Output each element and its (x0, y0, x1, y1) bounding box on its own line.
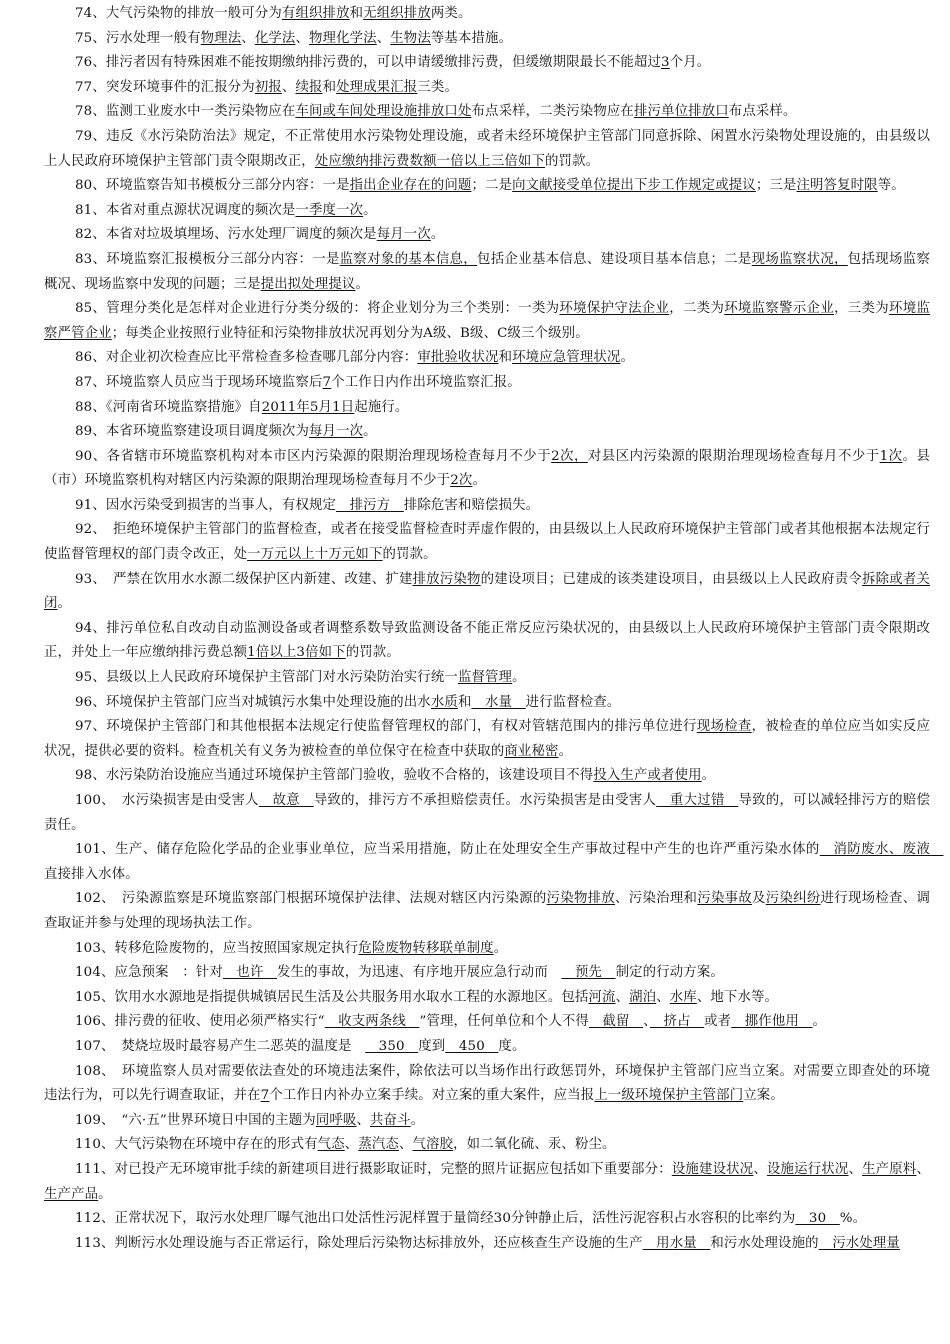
question-text: 109、 “六·五”世界环境日中国的主题为 (75, 1112, 316, 1128)
question-text: 、 (281, 79, 296, 95)
answer-blank: 故意 (258, 793, 314, 808)
answer-blank: 蒸汽态 (358, 1137, 399, 1153)
question-item (44, 420, 930, 445)
question-text: 对县区内污染源的限期治理现场检查每月不少于 (587, 448, 880, 464)
answer-blank: 7 (322, 374, 332, 390)
question-item (44, 691, 930, 716)
question-text: 。 (57, 596, 72, 612)
question-item (44, 1207, 930, 1232)
answer-blank: 1倍以上3倍如下 (247, 645, 346, 661)
question-text: 。 (812, 1014, 827, 1030)
question-text: 79、违反《水污染防治法》规定，不正常使用水污染物处理设施，或者未经环境保护主管部门同意拆除、闲置水污染物处理设施的，由县级以上人民政府环境保护主管部门责令限期改正， (44, 128, 930, 169)
question-text: 布点采样。 (728, 104, 797, 120)
question-text: 的建设项目；已建成的该类建设项目，由县级以上人民政府责令 (480, 571, 862, 587)
question-item (44, 2, 930, 27)
question-item (44, 887, 930, 936)
question-item (44, 100, 930, 125)
answer-blank: 向文献接受单位提出下步工作规定或提议 (512, 178, 756, 194)
question-text: 和 (457, 694, 472, 710)
question-text: 。 (355, 276, 369, 292)
question-text: 、 (753, 1161, 767, 1177)
question-item (44, 937, 930, 962)
answer-blank: 湖泊 (629, 989, 657, 1005)
answer-blank: 生产原料 (862, 1161, 917, 1177)
question-text: 和 (349, 6, 364, 21)
answer-blank: 共奋斗 (370, 1112, 411, 1128)
question-item (44, 76, 930, 101)
question-text: ；三是 (755, 178, 797, 194)
question-text: 81、本省对重点源状况调度的频次是 (75, 202, 296, 218)
question-text: 的罚款。 (545, 153, 600, 169)
question-text: 93、 严禁在饮用水水源二级保护区内新建、改建、扩建 (75, 571, 413, 587)
answer-blank: 同呼吸 (315, 1112, 357, 1128)
answer-blank: 设施建设状况 (671, 1161, 754, 1177)
question-text: 和 (498, 350, 513, 366)
question-item (44, 1060, 930, 1109)
question-text: 包括现场监察概况、现场监察中发现的问题；三是 (44, 251, 930, 292)
question-item (44, 617, 930, 666)
question-text: 的罚款。 (345, 645, 400, 661)
question-text: 106、排污费的征收、使用必须严格实行“ (75, 1014, 325, 1030)
question-text: 、 (356, 1112, 370, 1128)
question-text: %。 (839, 1211, 867, 1227)
question-text: 85、管理分类化是怎样对企业进行分类分级的：将企业划分为三个类别：一类为 (75, 301, 560, 317)
answer-blank: 现场监察状况， (751, 251, 848, 267)
question-text: 。 (512, 670, 526, 686)
answer-blank: 也许 (222, 965, 278, 981)
question-text: 91、因水污染受到损害的当事人，有权规定 (75, 497, 337, 513)
answer-blank: 消防废水、废液 (819, 842, 944, 858)
question-text: 78、监测工业废水中一类污染物应在 (75, 104, 296, 120)
answer-blank: 初报 (254, 79, 282, 95)
question-text: 90、各省辖市环境监察机构对本市区内污染源的限期治理现场检查每月不少于 (75, 448, 552, 464)
question-text: 、 (848, 1161, 863, 1177)
question-text: 87、环境监察人员应当于现场环境监察后 (75, 374, 323, 390)
answer-blank: 排污单位排放口 (633, 104, 729, 120)
question-text: 。 (701, 768, 716, 784)
question-text: 88、《河南省环境监察措施》自 (75, 399, 262, 415)
question-text: 101、生产、储存危险化学品的企业事业单位，应当采用措施，防止在处理安全生产事故过程中产生的也许严重污染水体的 (75, 842, 820, 858)
question-text: 个月。 (669, 55, 711, 71)
question-text: 113、判断污水处理设施与否正常运行，除处理后污染物达标排放外，还应核查生产设施的生产 (75, 1235, 643, 1251)
answer-blank: 处理成果汇报 (336, 79, 418, 95)
question-text: 立案。 (743, 1088, 784, 1104)
answer-blank: 现场检查 (696, 719, 752, 735)
question-text: 布点采样，二类污染物应在 (471, 104, 634, 120)
question-item (44, 396, 930, 421)
answer-blank: 商业秘密 (504, 743, 559, 759)
answer-blank: 环境应急管理状况 (512, 350, 621, 366)
answer-blank: 2次 (450, 473, 473, 489)
answer-blank: 投入生产或者使用 (593, 768, 702, 784)
question-text: 、 (398, 1137, 413, 1153)
question-text: 和污水处理设施的 (710, 1235, 819, 1251)
answer-blank: 生物法 (390, 30, 431, 46)
question-item (44, 1133, 930, 1158)
question-text: 、 (643, 1014, 650, 1030)
answer-blank: 化学法 (254, 30, 296, 46)
answer-blank: 气溶胶 (412, 1137, 454, 1153)
answer-blank: 450 (445, 1038, 499, 1054)
question-text: 83、环境监察汇报模板分三部分内容：一是 (75, 251, 340, 267)
question-text: 。 (410, 1112, 425, 1128)
question-item (44, 125, 930, 174)
question-text: 包括企业基本信息、建设项目基本信息；二是 (477, 251, 752, 267)
question-text: 108、 环境监察人员对需要依法查处的环境违法案件，除依法可以当场作出行政惩罚外，环境保护主管部门应当立案。对需要立即查处的环境违法行为，可以先行调查取证，并在 (44, 1063, 930, 1104)
answer-blank: 水库 (669, 989, 697, 1005)
answer-blank: 环境保护守法企业 (559, 301, 670, 317)
answer-blank: 环境监察严管企业 (44, 301, 931, 341)
answer-blank: 用水量 (642, 1235, 711, 1251)
question-text: 个工作日内补办立案手续。对立案的重大案件，应当报 (269, 1088, 595, 1104)
question-text: 三类。 (417, 79, 458, 95)
answer-blank: 水量 (471, 694, 526, 710)
question-text: 个工作日内作出环境监察汇报。 (331, 374, 521, 390)
question-text: 度到 (418, 1038, 446, 1054)
question-text: 、 (916, 1161, 930, 1177)
question-item (44, 346, 930, 371)
answer-blank: 指出企业存在的问题 (349, 178, 472, 194)
question-text: 。 (98, 1186, 112, 1202)
question-item (44, 1158, 930, 1207)
question-text: 。 (472, 473, 486, 489)
answer-blank: 重大过错 (656, 793, 739, 808)
answer-blank: 30 (795, 1211, 840, 1227)
question-text: 75、污水处理一般有 (75, 30, 201, 46)
question-item (44, 199, 930, 224)
question-item (44, 789, 930, 838)
question-text: 105、饮用水水源地是指提供城镇居民生活及公共服务用水取水工程的水源地区。包括 (75, 989, 589, 1005)
question-text: 77、突发环境事件的汇报分为 (75, 79, 255, 95)
question-text: 导致的，可以减轻排污方的赔偿责任。 (44, 793, 931, 833)
question-text: 、 (295, 30, 310, 46)
question-item (44, 764, 930, 789)
question-text: 。 (430, 227, 445, 243)
question-text: 两类。 (430, 6, 472, 21)
answer-blank: 7 (260, 1088, 270, 1104)
answer-blank: 生产产品 (44, 1186, 99, 1202)
question-text: 96、环境保护主管部门应当对城镇污水集中处理设施的出水 (75, 694, 431, 710)
answer-blank: 设施运行状况 (766, 1161, 849, 1177)
answer-blank: 挤占 (649, 1014, 705, 1030)
question-text: 起施行。 (354, 399, 409, 415)
question-text: 、 (241, 30, 255, 46)
question-text: 82、本省对垃圾填埋场、污水处理厂调度的频次是 (75, 227, 377, 243)
answer-blank: 上一级环境保护主管部门 (594, 1088, 744, 1104)
answer-blank: 拆除或者关闭 (44, 571, 930, 612)
answer-blank: 车间或车间处理设施排放口处 (295, 104, 472, 120)
question-text: ，被检查的单位应当如实反应状况，提供必要的资料。检查机关有义务为被检查的单位保守在检查中获取的 (44, 719, 930, 759)
question-text: 及 (752, 891, 766, 907)
question-text: 102、 污染源监察是环境监察部门根据环境保护法律、法规对辖区内污染源的 (75, 891, 547, 907)
question-text: 等基本措施。 (430, 30, 513, 46)
question-text: 发生的事故，为迅速、有序地开展应急行动而 (277, 965, 562, 981)
answer-blank: 污染事故 (697, 891, 753, 907)
question-item (44, 27, 930, 52)
answer-blank: 一季度一次 (295, 202, 364, 218)
question-item (44, 666, 930, 691)
question-text: 。 (493, 940, 508, 956)
question-text: 和 (322, 79, 337, 95)
question-text: ；每类企业按照行业特征和污染物排放状况再划分为A级、B级、C级三个级别。 (111, 325, 589, 341)
question-item (44, 518, 930, 567)
answer-blank: 收支两条线 (324, 1014, 420, 1030)
question-text: ，三类为 (834, 301, 889, 317)
question-item (44, 1035, 930, 1060)
question-text: 98、水污染防治设施应当通过环境保护主管部门验收，验收不合格的，该建设项目不得 (75, 768, 594, 784)
question-text: 。 (363, 202, 377, 218)
answer-blank: 监察对象的基本信息， (339, 251, 478, 267)
question-text: 导致的，排污方不承担赔偿责任。水污染损害是由受害人 (313, 793, 657, 808)
question-text: 排除危害和赔偿损失。 (403, 497, 540, 513)
question-text: 92、 拒绝环境保护主管部门的监督检查，或者在接受监督检查时弄虚作假的，由县级以上人民政府环境保护主管部门或者其他根据本法规定行使监督管理权的部门责令改正，处 (44, 522, 930, 563)
question-item (44, 51, 930, 76)
question-item (44, 568, 930, 617)
question-item (44, 297, 930, 346)
question-text: 、污染治理和 (615, 891, 698, 907)
question-item (44, 838, 944, 887)
question-text: 80、环境监察告知书模板分三部分内容：一是 (75, 178, 350, 194)
question-item (44, 715, 930, 764)
answer-blank: 2次， (551, 448, 588, 464)
question-text: 104、应急预案 ：针对 (75, 965, 223, 981)
answer-blank: 污染纠纷 (765, 891, 821, 907)
answer-blank: 注明答复时限 (796, 178, 878, 194)
question-text: 103、转移危险废物的，应当按照国家规定执行 (75, 940, 359, 956)
question-item (44, 1010, 930, 1035)
question-item (44, 494, 930, 519)
question-item (44, 371, 930, 396)
answer-blank: 350 (365, 1038, 419, 1054)
question-item (44, 223, 930, 248)
question-text: 。 (620, 350, 634, 366)
question-text: 、 (656, 989, 670, 1005)
answer-blank: 挪作他用 (731, 1014, 813, 1030)
answer-blank: 预先 (561, 965, 616, 981)
answer-blank: 监督管理 (457, 670, 513, 686)
question-text: 107、 焚烧垃圾时最容易产生二恶英的温度是 (75, 1038, 366, 1054)
answer-blank: 无组织排放 (363, 6, 431, 21)
answer-blank: 危险废物转移联单制度 (358, 940, 494, 956)
answer-blank: 3 (661, 55, 670, 71)
question-text: 、地下水等。 (696, 989, 779, 1005)
answer-blank: 处应缴纳排污费数额一倍以上三倍如下 (314, 153, 546, 169)
question-text: 或者 (704, 1014, 732, 1030)
answer-blank: 排放污染物 (412, 571, 481, 587)
answer-blank: 排污方 (336, 497, 404, 513)
answer-blank: 审批验收状况 (417, 350, 499, 366)
answer-blank: 1次 (879, 448, 903, 464)
question-item (44, 248, 930, 297)
question-text: ，如二氧化硫、汞、粉尘。 (453, 1137, 616, 1153)
question-text: 、 (615, 989, 630, 1005)
question-text: 直接排入水体。 (44, 866, 139, 882)
answer-blank: 续报 (295, 79, 323, 95)
question-text: 74、大气污染物的排放一般可分为 (75, 6, 282, 21)
question-text: 89、本省环境监察建设项目调度频次为 (75, 424, 309, 440)
question-text: 76、排污者因有特殊困难不能按期缴纳排污费的，可以申请缓缴排污费，但缓缴期限最长不能超过 (75, 55, 662, 71)
question-text: 、 (376, 30, 391, 46)
question-text: 。 (363, 424, 377, 440)
question-text: 110、大气污染物在环境中存在的形式有 (75, 1137, 318, 1153)
question-item (44, 1232, 930, 1257)
question-text: 进行监督检查。 (525, 694, 621, 710)
answer-blank: 污水处理量 (818, 1235, 900, 1251)
question-text: 进行现场检查、调查取证并参与处理的现场执法工作。 (44, 891, 930, 931)
answer-blank: 每月一次 (309, 424, 364, 440)
question-text: ”管理，任何单位和个人不得 (419, 1014, 589, 1030)
answer-blank: 2011年5月1日 (261, 399, 355, 415)
question-text: 111、对已投产无环境审批手续的新建项目进行摄影取证时，完整的照片证据应包括如下重要部分： (75, 1161, 672, 1177)
answer-blank: 一万元以上十万元如下 (247, 547, 383, 563)
question-item (44, 986, 930, 1011)
question-text: 86、对企业初次检查应比平常检查多检查哪几部分内容： (75, 350, 418, 366)
answer-blank: 有组织排放 (281, 6, 350, 21)
question-item (44, 174, 930, 199)
question-text: ；二是 (471, 178, 513, 194)
question-item (44, 961, 930, 986)
answer-blank: 每月一次 (376, 227, 431, 243)
answer-blank: 物理化学法 (309, 30, 377, 46)
question-text: 。 (558, 743, 573, 759)
question-item (44, 1109, 930, 1134)
answer-blank: 截留 (588, 1014, 644, 1030)
question-text: 97、环境保护主管部门和其他根据本法规定行使监督管理权的部门，有权对管辖范围内的排污单位进行 (75, 719, 697, 735)
answer-blank: 气态 (317, 1137, 345, 1153)
question-text: 等。 (877, 178, 905, 194)
question-text: 、 (344, 1137, 359, 1153)
question-text: ，二类为 (669, 301, 725, 317)
answer-blank: 环境监察警示企业 (724, 301, 835, 317)
question-text: 95、县级以上人民政府环境保护主管部门对水污染防治实行统一 (75, 670, 458, 686)
question-text: 112、正常状况下，取污水处理厂曝气池出口处活性污泥样置于量筒经30分钟静止后，活性污泥容积占水容积的比率约为 (75, 1211, 796, 1227)
question-text: 制定的行动方案。 (615, 965, 724, 981)
question-text: 。县（市）环境监察机构对辖区内污染源的限期治理现场检查每月不少于 (44, 448, 930, 489)
question-text: 的罚款。 (382, 547, 437, 563)
answer-blank: 水质 (430, 694, 458, 710)
answer-blank: 物理法 (200, 30, 242, 46)
question-text: 100、 水污染损害是由受害人 (75, 793, 259, 808)
answer-blank: 提出拟处理提议 (260, 276, 356, 292)
question-text: 94、排污单位私自改动自动监测设备或者调整系数导致监测设备不能正常反应污染状况的，由县级以上人民政府环境保护主管部门责令限期改正，并处上一年应缴纳排污费总额 (44, 620, 930, 661)
question-text: 度。 (498, 1038, 526, 1054)
answer-blank: 河流 (588, 989, 616, 1005)
answer-blank: 污染物排放 (546, 891, 616, 907)
question-item (44, 445, 930, 494)
